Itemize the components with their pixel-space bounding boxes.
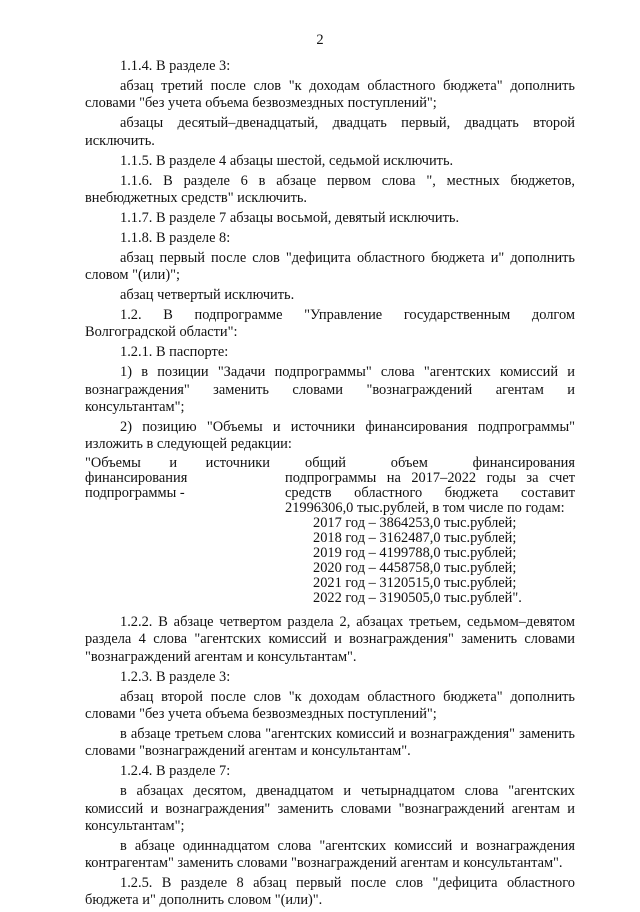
paragraph: абзац третий после слов "к доходам областного бюджета" дополнить словами "без учета объема безвозмездных поступлений"; bbox=[85, 77, 575, 112]
table-left-label: "Объемы и источники финансирования подпрограммы bbox=[85, 455, 270, 502]
paragraph: абзацы десятый–двенадцатый, двадцать первый, двадцать второй исключить. bbox=[85, 115, 575, 149]
year-line: 2018 год – 3162487,0 тыс.рублей; bbox=[313, 530, 517, 547]
paragraph: 1.2.5. В разделе 8 абзац первый после слов "дефицита областного бюджета и" дополнить словом "(или)". bbox=[85, 875, 575, 909]
table-dash: - bbox=[179, 485, 185, 502]
page-number: 2 bbox=[316, 32, 324, 48]
year-line: 2017 год – 3864253,0 тыс.рублей; bbox=[313, 515, 517, 532]
paragraph: в абзаце третьем слова "агентских комиссий и вознаграждения" заменить словами "вознаграждений агентам и консультантам". bbox=[85, 726, 575, 760]
table-right-cell bbox=[285, 456, 575, 606]
paragraph: 1.2.1. В паспорте: bbox=[120, 344, 229, 361]
paragraph: 1.2.3. В разделе 3: bbox=[120, 668, 231, 685]
year-line: 2021 год – 3120515,0 тыс.рублей; bbox=[313, 575, 517, 592]
paragraph: 1.2. В подпрограмме "Управление государственным долгом Волгоградской области": bbox=[85, 307, 575, 341]
table-right-intro: общий объем финансирования подпрограммы на 2017–2022 годы за счет средств областного бюджета составит 21996306,0 тыс.рублей, в том числе по годам: bbox=[285, 455, 575, 517]
paragraph: 1.2.4. В разделе 7: bbox=[120, 763, 231, 780]
paragraph: 1.1.8. В разделе 8: bbox=[120, 229, 231, 246]
paragraph: 2) позицию "Объемы и источники финансирования подпрограммы" изложить в следующей редакции: bbox=[85, 418, 575, 453]
paragraph: 1.1.6. В разделе 6 в абзаце первом слова ", местных бюджетов, внебюджетных средств" исключить. bbox=[85, 172, 575, 206]
year-line: 2022 год – 3190505,0 тыс.рублей". bbox=[313, 590, 522, 607]
paragraph: 1.1.7. В разделе 7 абзацы восьмой, девятый исключить. bbox=[120, 209, 460, 226]
paragraph: абзац второй после слов "к доходам областного бюджета" дополнить словами "без учета объема безвозмездных поступлений"; bbox=[85, 688, 575, 723]
paragraph: 1.1.5. В разделе 4 абзацы шестой, седьмой исключить. bbox=[120, 152, 454, 169]
paragraph: абзац четвертый исключить. bbox=[120, 287, 295, 304]
paragraph: абзац первый после слов "дефицита областного бюджета и" дополнить словом "(или)"; bbox=[85, 249, 575, 284]
financing-table bbox=[85, 456, 575, 606]
year-line: 2020 год – 4458758,0 тыс.рублей; bbox=[313, 560, 517, 577]
paragraph: 1.2.2. В абзаце четвертом раздела 2, абзацах третьем, седьмом–девятом раздела 4 слова "агентских комиссий и вознаграждения" заменить словами "вознаграждений агентам и консультантам". bbox=[85, 614, 575, 665]
paragraph: в абзацах десятом, двенадцатом и четырнадцатом слова "агентских комиссий и вознаграждения" заменить словами "вознаграждений агентам и консультантам"; bbox=[85, 783, 575, 834]
paragraph: 1) в позиции "Задачи подпрограммы" слова "агентских комиссий и вознаграждения" заменить словами "вознаграждений агентам и консультантам"; bbox=[85, 364, 575, 415]
years-list bbox=[285, 516, 575, 606]
table-left-cell bbox=[85, 456, 270, 606]
paragraph: в абзаце одиннадцатом слова "агентских комиссий и вознаграждения контрагентам" заменить словами "вознаграждений агентам и консультантам". bbox=[85, 837, 575, 872]
year-line: 2019 год – 4199788,0 тыс.рублей; bbox=[313, 545, 517, 562]
paragraph: 1.1.4. В разделе 3: bbox=[120, 58, 231, 74]
document-body bbox=[85, 58, 575, 912]
